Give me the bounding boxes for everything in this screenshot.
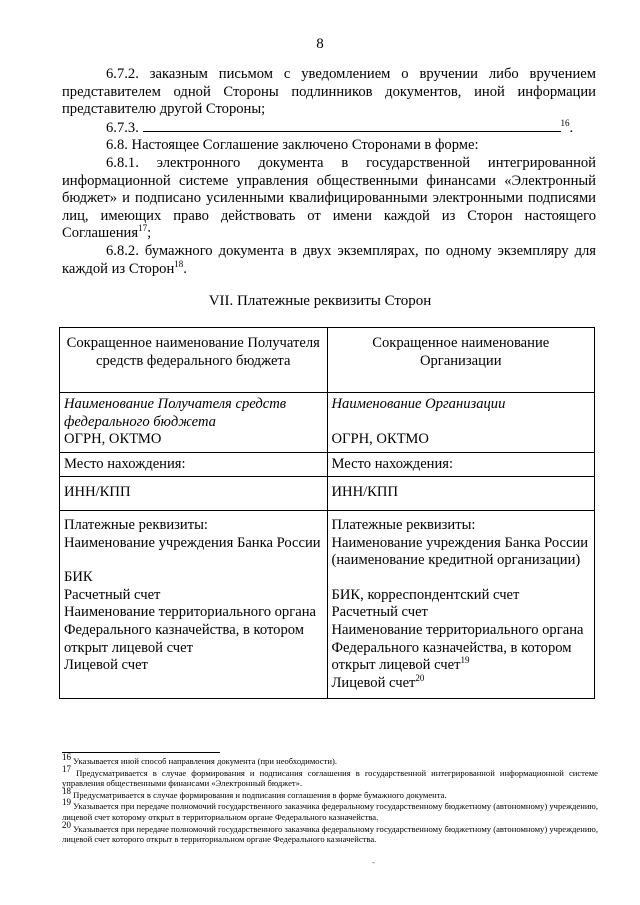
footnote-num: 16 [62, 752, 71, 763]
footnote-separator [62, 752, 220, 753]
footnote-ref-16: 16 [560, 117, 570, 128]
footnote-20 [62, 819, 598, 845]
clause-6-8: 6.8. Настоящее Соглашение заключено Сторонами в форме: [106, 137, 479, 154]
right-personal-text: Лицевой счет [331, 674, 416, 691]
footnote-text: Предусматривается в случае формирования и подписания соглашения в государственной интегрированной информационной системе управления общественными финансами «Электронный бюджет». [62, 767, 598, 789]
footnote-text: Указывается иной способ направления документа (при необходимости). [71, 756, 337, 766]
spacer [332, 570, 591, 587]
clause-6-8-1-end: ; [147, 225, 152, 242]
clause-6-8-1-text: 6.8.1. электронного документа в государственной интегрированной информационной системе управления общественными финансами «Электронный бюджет» и подписано усиленными квалифицированными электронными подписями лиц, имеющих право действовать от имени каждой из Сторон настоящего Соглашения [62, 154, 596, 242]
footnote-ref-19: 19 [460, 655, 470, 666]
footnote-num: 20 [62, 819, 71, 830]
table-row [60, 477, 595, 511]
right-name: Наименование Организации [331, 396, 506, 412]
spacer [332, 414, 591, 431]
left-name-cell [60, 393, 328, 453]
left-personal-account: Лицевой счет [64, 657, 148, 674]
table-row [60, 328, 595, 393]
footnote-num: 18 [62, 785, 71, 796]
right-account: Расчетный счет [331, 604, 428, 621]
footnote-19 [62, 797, 598, 822]
left-payment-cell [60, 510, 328, 698]
table-row [60, 393, 595, 453]
footnote-text: Указывается при передаче полномочий государственного заказчика федеральному государственному бюджетному (автономному) учреждению, лицевой счет которому открыт в территориальном органе Федерального казначейства. [62, 801, 598, 822]
left-bik: БИК [64, 569, 93, 586]
left-treasury: Наименование территориального органа Федерального казначейства, в котором открыт лицевой счет [64, 604, 316, 656]
footnote-num: 19 [62, 797, 71, 808]
table-row [60, 452, 595, 477]
right-payment-cell [327, 510, 595, 698]
clause-6-8-2-end: . [183, 260, 187, 277]
left-location: Место нахождения: [60, 452, 328, 477]
left-inn: ИНН/КПП [60, 477, 328, 511]
left-account: Расчетный счет [64, 586, 161, 603]
left-name: Наименование Получателя средств федерального бюджета [64, 396, 287, 430]
right-personal-account [331, 672, 591, 693]
footnote-num: 17 [62, 763, 71, 774]
right-ogrn: ОГРН, ОКТМО [331, 430, 429, 447]
right-location: Место нахождения: [327, 452, 595, 477]
clause-6-7-3-end: . [569, 119, 574, 136]
left-ogrn: ОГРН, ОКТМО [64, 431, 162, 448]
clause-6-8-2-text: 6.8.2. бумажного документа в двух экземплярах, по одному экземпляру для каждой из Сторон [62, 242, 596, 277]
clauses-block [62, 66, 596, 278]
right-treasury [332, 622, 591, 675]
footnote-16 [62, 752, 598, 767]
right-header: Сокращенное наименование Организации [327, 328, 595, 393]
clause-6-7-3-label: 6.7.3. [106, 119, 139, 136]
clause-6-8-2 [62, 243, 596, 278]
page-number: 8 [316, 36, 324, 52]
right-bank-name: Наименование учреждения Банка России (наименование кредитной организации) [331, 534, 589, 569]
footnote-17 [62, 763, 598, 789]
clause-6-8-1 [62, 155, 596, 243]
payment-details-table [59, 327, 595, 699]
blank-line [143, 119, 561, 132]
left-bank-name: Наименование учреждения Банка России [64, 534, 321, 551]
right-name-cell [327, 393, 595, 453]
footnote-text: Указывается при передаче полномочий государственного заказчика федеральному государственному бюджетному (автономному) учреждению, лицевой счет которого открыт в территориальном органе Федерального казначейства. [62, 823, 598, 845]
right-inn: ИНН/КПП [327, 477, 595, 511]
scan-mark: - [372, 857, 375, 867]
footnote-text: Предусматривается в случае формирования и подписания соглашения в форме бумажного документа. [71, 789, 447, 800]
right-payment-title: Платежные реквизиты: [331, 516, 476, 533]
spacer [64, 552, 323, 569]
footnotes [62, 752, 598, 846]
table-row [60, 510, 595, 698]
footnote-ref-20: 20 [415, 672, 425, 683]
section-title: VII. Платежные реквизиты Сторон [208, 293, 432, 309]
right-treasury-text: Наименование территориального органа Федерального казначейства, в котором открыт лицевой счет [331, 621, 584, 674]
footnote-ref-18: 18 [174, 258, 184, 269]
right-bik: БИК, корреспондентский счет [331, 586, 520, 603]
footnote-18 [62, 785, 598, 801]
clause-6-7-2: 6.7.2. заказным письмом с уведомлением о вручении либо вручением представителем одной Стороны подлинников документов, иной информации представителю другой Стороны; [62, 66, 596, 118]
footnote-ref-17: 17 [138, 223, 148, 234]
left-payment-title: Платежные реквизиты: [64, 516, 208, 533]
left-header: Сокращенное наименование Получателя средств федерального бюджета [60, 328, 328, 393]
clause-6-7-3 [62, 119, 596, 138]
